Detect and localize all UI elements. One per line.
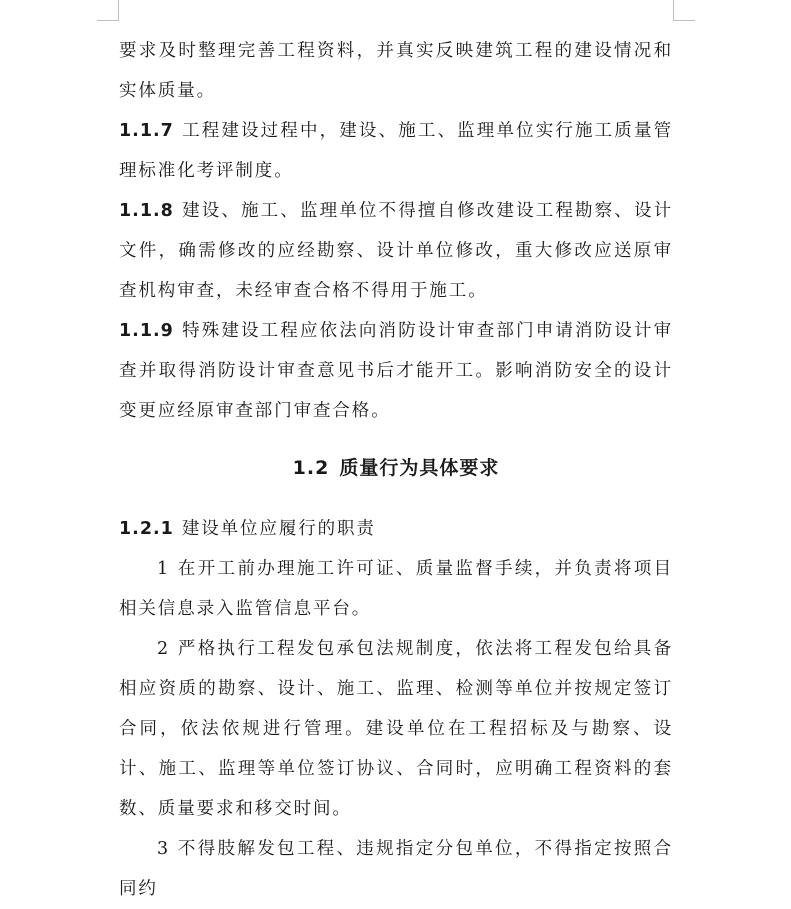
list-item-text: 1 在开工前办理施工许可证、质量监督手续，并负责将项目相关信息录入监管信息平台。 [119,559,673,619]
list-item-3 [119,829,673,909]
crop-mark-top-left-horizontal [97,20,119,21]
clause-number: 1.1.7 [119,121,174,141]
list-item-text: 2 严格执行工程发包承包法规制度，依法将工程发包给具备相应资质的勘察、设计、施工、监理、检测等单位并按规定签订合同，依法依规进行管理。建设单位在工程招标及与勘察、设计、施工、监理等单位签订协议、合同时，应明确工程资料的套数、质量要求和移交时间。 [119,639,673,819]
paragraph-intro-continuation [119,31,673,111]
subsection-title-text: 建设单位应履行的职责 [181,519,376,539]
section-heading [119,450,673,486]
clause-number: 1.1.9 [119,321,174,341]
list-item-text: 3 不得肢解发包工程、违规指定分包单位，不得指定按照合同约 [119,839,673,899]
subsection-heading [119,509,673,549]
list-item-2 [119,629,673,829]
clause-1-1-9 [119,311,673,431]
crop-mark-top-right-horizontal [673,20,695,21]
clause-text: 建设、施工、监理单位不得擅自修改建设工程勘察、设计文件，确需修改的应经勘察、设计单位修改，重大修改应送原审查机构审查，未经审查合格不得用于施工。 [119,201,673,301]
list-item-1 [119,549,673,629]
crop-mark-top-right-vertical [673,0,674,20]
clause-1-1-7 [119,111,673,191]
section-title-text: 质量行为具体要求 [339,457,500,479]
paragraph-text: 要求及时整理完善工程资料，并真实反映建筑工程的建设情况和实体质量。 [119,41,673,101]
clause-text: 工程建设过程中，建设、施工、监理单位实行施工质量管理标准化考评制度。 [119,121,673,181]
clause-text: 特殊建设工程应依法向消防设计审查部门申请消防设计审查并取得消防设计审查意见书后才能开工。影响消防安全的设计变更应经原审查部门审查合格。 [119,321,673,421]
crop-mark-top-left-vertical [118,0,119,20]
section-number: 1.2 [292,457,330,479]
subsection-number: 1.2.1 [119,519,174,539]
clause-number: 1.1.8 [119,201,174,221]
document-body [119,31,673,909]
clause-1-1-8 [119,191,673,311]
